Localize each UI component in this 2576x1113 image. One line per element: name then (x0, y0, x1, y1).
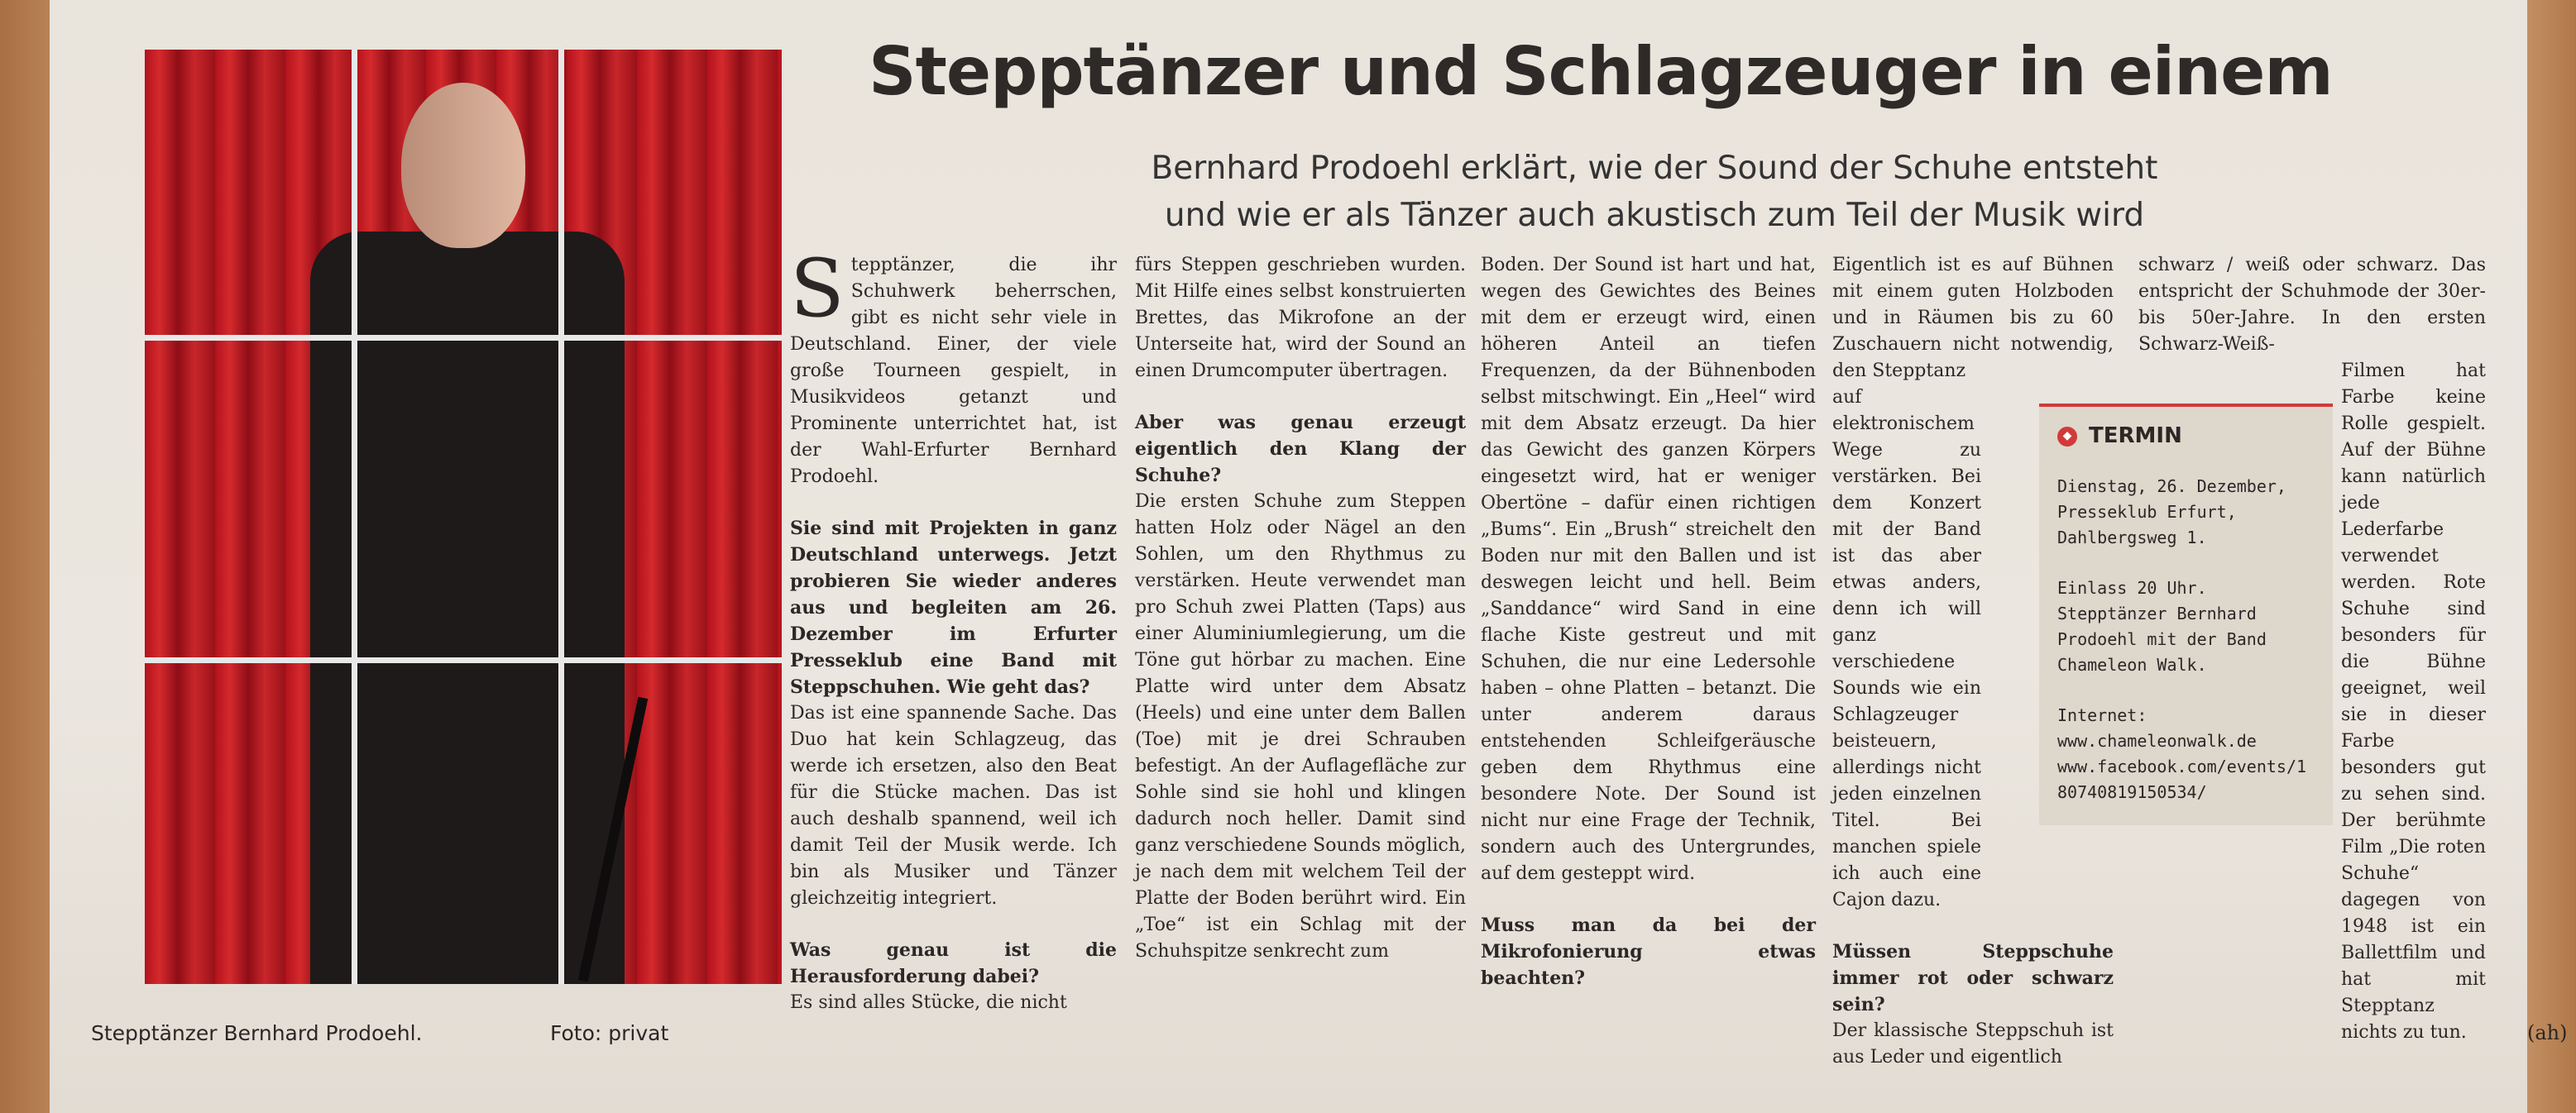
drop-cap: S (790, 242, 845, 335)
interview-answer: Eigentlich ist es auf Bühnen mit einem guten Holzboden und in Räumen bis zu 60 Zuschauern nicht notwendig, den Stepptanz (1832, 255, 2114, 381)
interview-answer: Es sind alles Stücke, die nicht (790, 992, 1067, 1013)
article-subheadline (877, 145, 2432, 239)
subheadline-line-1: Bernhard Prodoehl erklärt, wie der Sound der Schuhe entsteht (1151, 150, 2158, 187)
event-date-place: Dienstag, 26. Dezember, Presseklub Erfurt, Dahlbergsweg 1. (2057, 476, 2286, 547)
interview-answer: Boden. Der Sound ist hart und hat, wegen des Gewichtes des Beines mit dem er erzeugt wird, einen höheren Anteil an tiefen Frequenzen, da der Bühnenboden selbst mitschwingt. Ein „Heel“ wird mit dem Absatz erzeugt. Da hier das Gewicht des ganzen Körpers eingesetzt wird, hat er weniger Obertöne – dafür einen richtigen „Bums“. Ein „Brush“ streichelt den Boden nur mit den Ballen und ist deswegen leicht und hell. Beim „Sanddance“ wird Sand in eine flache Kiste gestreut und mit Schuhen, die nur eine Ledersohle haben – ohne Platten – betanzt. Die unter anderem daraus entstehenden Schleifgeräusche geben dem Rhythmus eine besondere Note. Der Sound ist nicht nur eine Frage der Technik, sondern auch des Untergrundes, auf dem gesteppt wird. (1481, 255, 1816, 884)
event-info-box (2039, 404, 2333, 825)
photo-credit: Foto: privat (550, 1021, 669, 1045)
window-grid-line (558, 50, 564, 984)
window-grid-line (352, 50, 357, 984)
interview-question: Aber was genau erzeugt eigentlich den Klang der Schuhe? (1135, 412, 1466, 486)
interview-question: Sie sind mit Projekten in ganz Deutschland unterwegs. Jetzt probieren Sie wieder anderes aus und begleiten am 26. Dezember im Erfurter Presseklub eine Band mit Steppschuhen. Wie geht das? (790, 518, 1117, 698)
interview-answer: Die ersten Schuhe zum Steppen hatten Holz oder Nägel an den Sohlen, um den Rhythmus zu verstärken. Heute verwendet man pro Schuh zwei Platten (Taps) aus einer Aluminiumlegierung, um die Töne gut hörbar zu machen. Eine Platte wird unter dem Absatz (Heels) und eine unter dem Ballen (Toe) mit je drei Schrauben befestigt. An der Auflagefläche zur Sohle sind sie hohl und klingen dadurch noch heller. Damit sind ganz verschiedene Sounds möglich, je nach dem mit welchem Teil der Platte der Boden berührt wird. Ein „Toe“ ist ein Schlag mit der Schuhspitze senkrecht zum (1135, 491, 1466, 962)
event-box-title (2057, 423, 2315, 449)
event-box-heading: TERMIN (2089, 423, 2182, 448)
article-headline: Stepptänzer und Schlagzeuger in einem (869, 33, 2333, 110)
photo-caption: Stepptänzer Bernhard Prodoehl. (91, 1021, 423, 1045)
author-initials: (ah) (2527, 1021, 2568, 1044)
person-silhouette (310, 232, 625, 984)
subheadline-line-2: und wie er als Tänzer auch akustisch zum Teil der Musik wird (1164, 197, 2145, 234)
window-grid-line (145, 657, 782, 663)
article-column-1 (790, 242, 1117, 1041)
event-url-website[interactable]: www.chameleonwalk.de (2057, 731, 2257, 751)
interview-answer: schwarz / weiß oder schwarz. Das entspricht der Schuhmode der 30er- bis 50er-Jahre. In den ersten Schwarz-Weiß- (2138, 255, 2486, 355)
newspaper-page (50, 0, 2568, 1113)
event-bullet-icon: ◆ (2057, 427, 2077, 447)
event-internet-label: Internet: (2057, 705, 2147, 725)
article-column-3 (1481, 252, 1816, 1016)
interview-answer: fürs Steppen geschrieben wurden. Mit Hilfe eines selbst konstruierten Brettes, das Mikrofone an der Unterseite hat, wird der Sound an einen Drumcomputer übertragen. (1135, 255, 1466, 381)
event-url-facebook[interactable]: www.facebook.com/events/180740819150534/ (2057, 757, 2307, 802)
interview-question: Muss man da bei der Mikrofonierung etwas beachten? (1481, 915, 1816, 989)
window-grid-line (145, 335, 782, 341)
interview-question: Was genau ist die Herausforderung dabei? (790, 939, 1117, 987)
event-admission: Einlass 20 Uhr. Stepptänzer Bernhard Prodoehl mit der Band Chameleon Walk. (2057, 578, 2267, 675)
interview-question: Müssen Steppschuhe immer rot oder schwarz sein? (1832, 941, 2114, 1015)
person-head (401, 83, 525, 248)
article-column-2 (1135, 252, 1466, 990)
portrait-photo (145, 50, 782, 984)
interview-answer-narrow: Filmen hat Farbe keine Rolle gespielt. Auf der Bühne kann natürlich jede Lederfarbe verwendet werden. Rote Schuhe sind besonders für die Bühne geeignet, weil sie in dieser Farbe besonders gut zu sehen sind. Der berühmte Film „Die roten Schuhe“ dagegen von 1948 ist ein Ballettfilm und hat mit Stepptanz nichts zu tun. (2341, 361, 2486, 1043)
interview-answer: Der klassische Steppschuh ist aus Leder und eigentlich (1832, 1020, 2114, 1068)
intro-paragraph: tepptänzer, die ihr Schuhwerk beherrschen, gibt es nicht sehr viele in Deutschland. Einer, der viele große Tourneen gespielt, in Musikvideos getanzt und Prominente unterrichtet hat, ist der Wahl-Erfurter Bernhard Prodoehl. (790, 255, 1117, 487)
interview-answer-narrow: auf elektronischem Wege zu verstärken. Bei dem Konzert mit der Band ist das aber etwas anders, denn ich will ganz verschiedene Sounds wie ein Schlagzeuger beisteuern, allerdings nicht jeden einzelnen Titel. Bei manchen spiele ich auch eine Cajon dazu. (1832, 387, 1981, 910)
interview-answer: Das ist eine spannende Sache. Das Duo hat kein Schlagzeug, das werde ich ersetzen, also den Beat für die Stücke machen. Das ist auch deshalb spannend, weil ich damit Teil der Musik werde. Ich bin als Musiker und Tänzer gleichzeitig integriert. (790, 703, 1117, 909)
